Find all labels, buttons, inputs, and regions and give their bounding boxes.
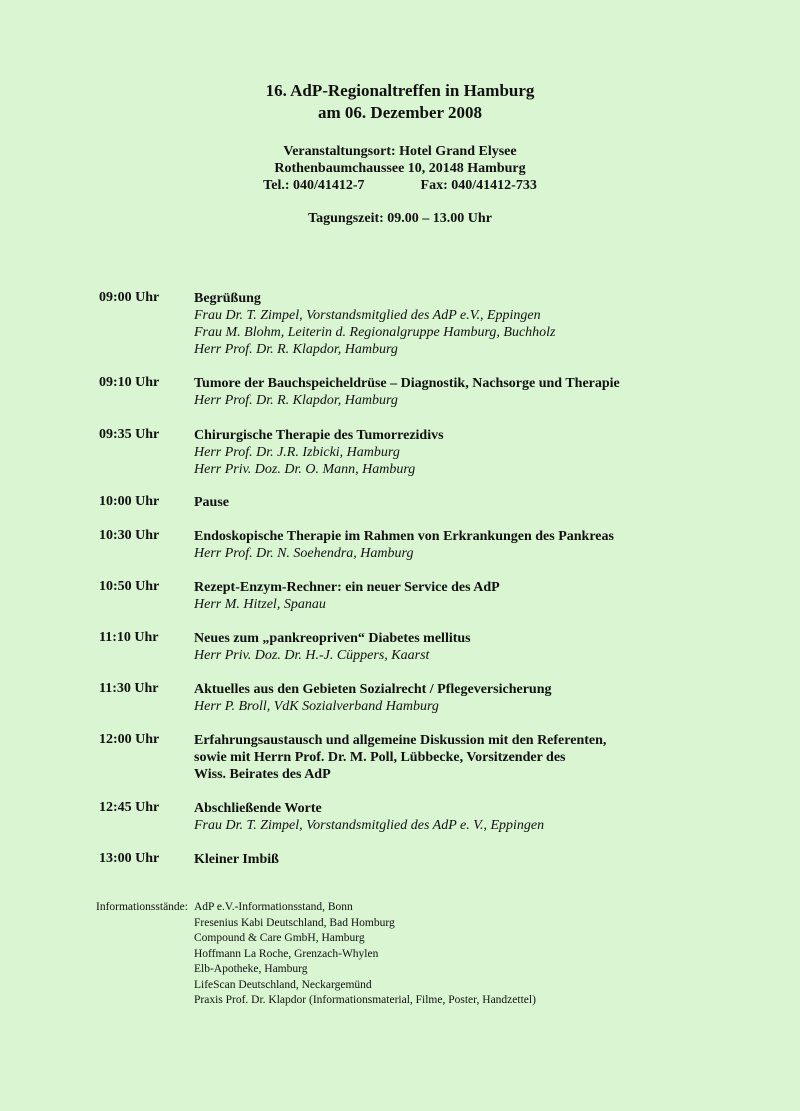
agenda-topic: Endoskopische Therapie im Rahmen von Erkrankungen des Pankreas (194, 529, 614, 544)
agenda-time: 12:00 Uhr (99, 732, 160, 747)
page-title: 16. AdP-Regionaltreffen in Hamburg (265, 81, 535, 100)
agenda-speaker: Herr P. Broll, VdK Sozialverband Hamburg (194, 699, 439, 714)
list-item: LifeScan Deutschland, Neckargemünd (194, 978, 372, 991)
agenda-time: 10:30 Uhr (99, 528, 160, 543)
agenda-topic: Pause (194, 495, 229, 510)
list-item: Compound & Care GmbH, Hamburg (194, 932, 365, 944)
agenda-speaker: Herr Prof. Dr. N. Soehendra, Hamburg (194, 546, 414, 561)
agenda-speaker: Herr Prof. Dr. R. Klapdor, Hamburg (194, 342, 398, 357)
agenda-time: 13:00 Uhr (99, 851, 160, 866)
agenda-speaker: Frau Dr. T. Zimpel, Vorstandsmitglied des AdP e. V., Eppingen (194, 818, 545, 833)
info-stands-label: Informationsstände: (96, 901, 188, 913)
agenda-topic: Abschließende Worte (194, 801, 322, 816)
agenda-speaker: Herr Priv. Doz. Dr. O. Mann, Hamburg (194, 462, 416, 477)
list-item: AdP e.V.-Informationsstand, Bonn (194, 901, 353, 913)
agenda-speaker: Herr Prof. Dr. J.R. Izbicki, Hamburg (194, 445, 400, 460)
agenda-topic: Neues zum „pankreopriven“ Diabetes mellitus (194, 631, 471, 646)
agenda-time: 09:35 Uhr (99, 427, 160, 442)
list-item: Elb-Apotheke, Hamburg (194, 963, 308, 975)
agenda-topic: Rezept-Enzym-Rechner: ein neuer Service des AdP (194, 580, 500, 595)
meeting-time: Tagungszeit: 09.00 – 13.00 Uhr (308, 211, 492, 226)
agenda-speaker: Herr M. Hitzel, Spanau (194, 597, 326, 612)
agenda-topic: Tumore der Bauchspeicheldrüse – Diagnostik, Nachsorge und Therapie (194, 376, 620, 391)
phone-number: Tel.: 040/41412-7 (263, 178, 365, 193)
agenda-topic: Aktuelles aus den Gebieten Sozialrecht / Pflegeversicherung (194, 682, 552, 697)
agenda-topic: sowie mit Herrn Prof. Dr. M. Poll, Lübbecke, Vorsitzender des (194, 750, 566, 765)
agenda-topic: Begrüßung (194, 291, 261, 306)
agenda-time: 11:10 Uhr (99, 630, 159, 645)
list-item: Praxis Prof. Dr. Klapdor (Informationsmaterial, Filme, Poster, Handzettel) (194, 994, 536, 1006)
agenda-speaker: Frau Dr. T. Zimpel, Vorstandsmitglied des AdP e.V., Eppingen (194, 308, 541, 323)
agenda-time: 10:00 Uhr (99, 494, 160, 509)
agenda-time: 09:10 Uhr (99, 375, 160, 390)
fax-number: Fax: 040/41412-733 (420, 178, 537, 193)
venue-line: Veranstaltungsort: Hotel Grand Elysee (283, 144, 517, 159)
agenda-speaker: Frau M. Blohm, Leiterin d. Regionalgruppe Hamburg, Buchholz (194, 325, 556, 340)
address-line: Rothenbaumchaussee 10, 20148 Hamburg (274, 161, 526, 176)
agenda-topic: Erfahrungsaustausch und allgemeine Diskussion mit den Referenten, (194, 733, 607, 748)
list-item: Fresenius Kabi Deutschland, Bad Homburg (194, 916, 395, 929)
contact-line (0, 178, 800, 194)
info-stands-list (194, 900, 774, 1009)
agenda-speaker: Herr Priv. Doz. Dr. H.-J. Cüppers, Kaarst (194, 648, 430, 663)
agenda-time: 12:45 Uhr (99, 800, 160, 815)
agenda-speaker: Herr Prof. Dr. R. Klapdor, Hamburg (194, 393, 398, 408)
agenda-topic: Kleiner Imbiß (194, 852, 279, 867)
agenda-topic: Wiss. Beirates des AdP (194, 767, 331, 782)
agenda-time: 09:00 Uhr (99, 290, 160, 305)
list-item: Hoffmann La Roche, Grenzach-Whylen (194, 947, 379, 960)
agenda-time: 11:30 Uhr (99, 681, 159, 696)
agenda-time: 10:50 Uhr (99, 579, 160, 594)
page-subtitle-date: am 06. Dezember 2008 (318, 103, 482, 122)
agenda-topic: Chirurgische Therapie des Tumorrezidivs (194, 428, 444, 443)
